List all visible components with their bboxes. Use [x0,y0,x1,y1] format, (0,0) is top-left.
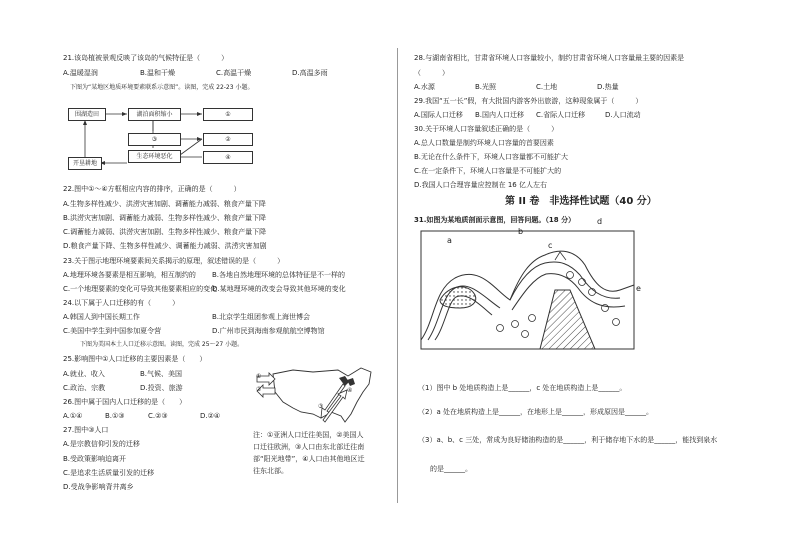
q22-option-c: C.调蓄能力减弱、洪涝灾害加剧、生物多样性减少、粮食产量下降 [63,228,267,236]
q23-option-d: D.某地理环境的改变会导致其他环境的变化 [212,285,346,293]
q27-option-d: D.受战争影响背井离乡 [63,483,134,491]
map-label-3: ③ [318,403,324,410]
q29-option-d: D.人口流动 [605,111,641,119]
q28-option-c: C.土地 [536,83,558,91]
q26-option-d: D.②④ [200,412,221,420]
q29-option-c: C.省际人口迁移 [536,111,586,119]
q25-option-b: B.气候、美国 [140,370,183,378]
q25-option-d: D.投资、旅游 [140,384,183,392]
section-label-c: c [548,241,553,250]
q26-option-b: B.①③ [105,412,125,420]
q27-stem: 27.图中③人口 [63,426,109,434]
q23-option-a: A.地理环境各要素是相互影响，相互制约的 [63,271,196,279]
q27-option-b: B.受政策影响迫离开 [63,455,127,463]
q30-option-c: C.在一定条件下，环境人口容量是不可能扩大的 [414,167,562,175]
diagram-box-4: ③ [128,133,181,146]
geologic-cross-section [420,227,635,350]
q31-stem: 31.如图为某地质剖面示意图，回答问题。（18 分） [414,216,576,224]
q24-option-d: D.广州市民到海南参观航航空博物馆 [212,327,325,335]
q28-stem: 28.与湖南省相比，甘肃省环境人口容量较小，制约甘肃省环境人口容量最主要的因素是 [414,54,685,62]
q28-blank: （ ） [414,69,449,77]
q27-option-a: A.是宗教信仰引发的迁移 [63,440,140,448]
us-migration-map [253,362,378,432]
q25-option-a: A.就业、收入 [63,370,105,378]
q29-option-b: B.国内人口迁移 [475,111,525,119]
q30-stem: 30.关于环境人口容量叙述正确的是（ ） [414,125,559,133]
section-label-e: e [636,284,641,293]
map-note-line-4: 往东北部。 [253,467,288,475]
diagram-box-3: ① [203,108,253,121]
map-label-1: ① [256,373,262,380]
section-label-a: a [447,236,452,245]
q28-option-b: B.光照 [475,83,497,91]
q25-stem: 25.影响图中①人口迁移的主要因素是（ ） [63,355,207,363]
q21-option-b: B.温和干燥 [140,69,176,77]
diagram-box-2: 湖泊面积缩小 [128,108,181,121]
q29-stem: 29.我国“五一长”假，有大批国内游客外出旅游，这种现象属于（ ） [414,97,643,105]
q31-sub2: （2）a 处在地质构造上是______，在地形上是______，形成原因是______。 [418,408,653,416]
q23-stem: 23.关于图示地理环境要素间关系揭示的原理，叙述错误的是（ ） [63,257,285,265]
diagram-box-8: 开垦耕地 [68,157,102,170]
diagram-box-6: 生态环境恶化 [128,150,181,163]
diagram-box-1: 围湖造田 [68,108,106,121]
q31-sub3-cont: 的是______。 [430,465,472,473]
map-note-line-2: 口迁往欧洲，③人口由东北部迁往南 [253,443,365,451]
q30-option-d: D.我国人口合理容量应控制在 16 亿人左右 [414,181,547,189]
q22-stem: 22.图中①～④方框相应内容的排序，正确的是（ ） [63,185,241,193]
q26-option-c: C.②③ [148,412,168,420]
map-note-line-1: 注：①亚洲人口迁往美国，②美国人 [253,431,364,439]
map-label-2: ② [256,386,262,393]
q22-option-b: B.洪涝灾害加剧、调蓄能力减弱、生物多样性减少、粮食产量下降 [63,214,267,222]
q23-option-c: C.一个地理要素的变化可导致其他要素相应的变化 [63,285,218,293]
q23-option-b: B.各地自然地理环境的总体特征是不一样的 [212,271,346,279]
q24-option-c: C.美国中学生到中国参加夏令营 [63,327,162,335]
diagram-box-7: ④ [203,151,253,164]
section-title: 第 II 卷 非选择性试题（40 分） [505,196,657,207]
q21-option-c: C.高温干燥 [216,69,252,77]
q22-option-a: A.生物多样性减少、洪涝灾害加剧、调蓄能力减弱、粮食产量下降 [63,200,266,208]
q21-option-a: A.温暖湿润 [63,69,98,77]
map-note-line-3: 部“阳光地带”，④人口由其他地区迁 [253,455,365,463]
q26-option-a: A.①④ [63,412,83,420]
intro-25-27: 下图为美国本土人口迁移示意图。读图，完成 25～27 小题。 [80,341,244,348]
q24-option-a: A.韩国人到中国长期工作 [63,313,140,321]
q28-option-a: A.水源 [414,83,435,91]
map-label-4: ④ [347,387,353,394]
q31-sub1: （1）图中 b 处地质构造上是______，c 处在地质构造上是______。 [418,384,627,392]
q31-sub3: （3）a、b、c 三处，常成为良好储油构造的是______，利于储存地下水的是______，能找到泉水 [418,436,718,444]
section-label-d: d [597,217,603,226]
q25-option-c: C.政治、宗教 [63,384,106,392]
section-label-b: b [518,227,524,236]
q26-stem: 26.图中属于国内人口迁移的是（ ） [63,398,187,406]
q21-stem: 21.该岛植被景观反映了该岛的气候特征是（ ） [63,54,229,62]
q24-stem: 24.以下属于人口迁移的有（ ） [63,299,180,307]
intro-22-23: 下图为“某地区地质环境要素联系示意图”。读图，完成 22-23 小题。 [70,84,254,91]
q28-option-d: D.热量 [597,83,619,91]
q30-option-b: B.无论在什么条件下，环境人口容量都不可能扩大 [414,153,569,161]
q22-option-d: D.粮食产量下降、生物多样性减少、调蓄能力减弱、洪涝灾害加剧 [63,242,267,250]
q27-option-c: C.是追求生活质量引发的迁移 [63,469,155,477]
q29-option-a: A.国际人口迁移 [414,111,463,119]
q30-option-a: A.总人口数量是制约环境人口容量的首要因素 [414,139,554,147]
diagram-box-5: ② [203,133,253,146]
q24-option-b: B.北京学生组团参观上海世博会 [212,313,311,321]
q21-option-d: D.高温多雨 [292,69,328,77]
